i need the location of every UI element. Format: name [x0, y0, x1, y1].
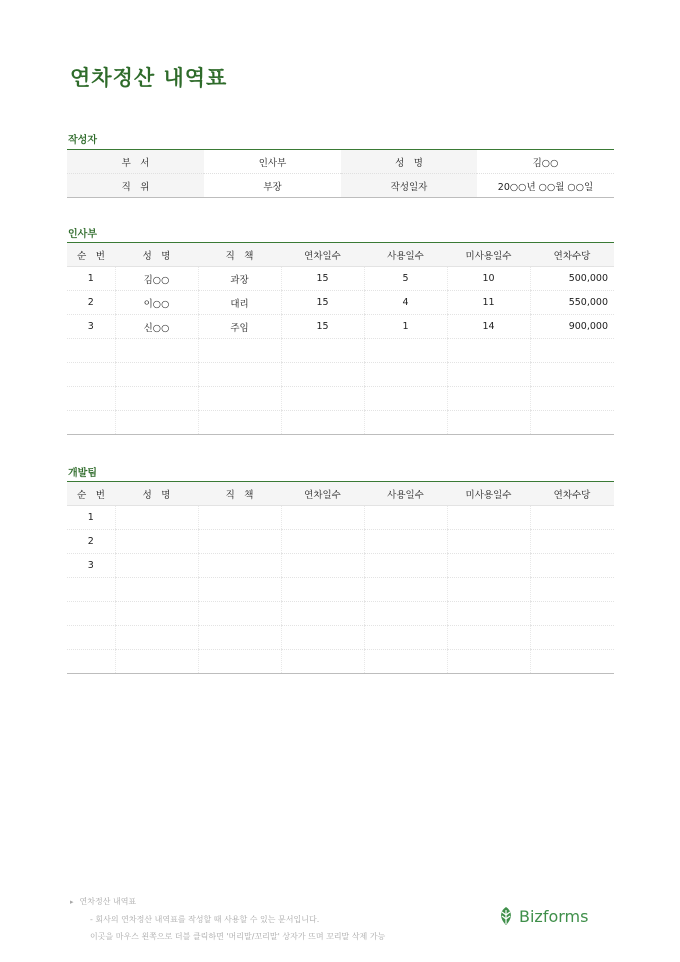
page-title: 연차정산 내역표 [70, 66, 228, 90]
table-cell[interactable] [198, 650, 281, 674]
table-cell[interactable] [530, 602, 614, 626]
table-cell[interactable] [67, 626, 115, 650]
table-cell[interactable] [198, 387, 281, 411]
table-cell[interactable] [364, 411, 447, 435]
table-cell[interactable] [115, 530, 198, 554]
table-cell[interactable] [115, 554, 198, 578]
table-cell[interactable]: 김○○ [115, 267, 198, 291]
column-header: 미사용일수 [447, 482, 530, 506]
table-cell[interactable] [198, 506, 281, 530]
table-header-row [67, 482, 614, 506]
table-cell[interactable] [364, 506, 447, 530]
column-header: 연차일수 [281, 482, 364, 506]
table-row [67, 530, 614, 554]
hr-table [67, 242, 614, 435]
table-cell[interactable]: 1 [67, 506, 115, 530]
column-header: 미사용일수 [447, 243, 530, 267]
table-cell[interactable]: 2 [67, 530, 115, 554]
table-cell[interactable] [364, 602, 447, 626]
table-cell[interactable]: 900,000 [530, 315, 614, 339]
table-cell[interactable]: 주임 [198, 315, 281, 339]
table-row [67, 650, 614, 674]
table-row [67, 578, 614, 602]
table-cell[interactable] [115, 339, 198, 363]
table-cell[interactable] [447, 363, 530, 387]
table-cell[interactable]: 1 [364, 315, 447, 339]
name-label: 성 명 [341, 150, 477, 174]
column-header: 연차일수 [281, 243, 364, 267]
table-cell[interactable] [530, 650, 614, 674]
table-cell[interactable] [364, 578, 447, 602]
table-cell[interactable]: 15 [281, 267, 364, 291]
dev-section-label: 개발팀 [68, 468, 97, 479]
table-cell[interactable] [198, 530, 281, 554]
triangle-bullet-icon: ▸ [70, 898, 74, 906]
table-cell[interactable] [530, 554, 614, 578]
position-label: 직 위 [67, 174, 204, 198]
table-cell[interactable] [447, 506, 530, 530]
table-cell[interactable] [447, 626, 530, 650]
table-cell[interactable] [115, 387, 198, 411]
table-cell[interactable] [530, 363, 614, 387]
table-cell[interactable] [115, 626, 198, 650]
brand-name: Bizforms [519, 906, 589, 926]
table-cell[interactable] [447, 602, 530, 626]
column-header: 사용일수 [364, 243, 447, 267]
table-row [67, 315, 614, 339]
column-header: 성 명 [115, 243, 198, 267]
table-cell[interactable] [198, 602, 281, 626]
table-cell[interactable] [281, 626, 364, 650]
table-row [67, 387, 614, 411]
table-cell[interactable] [115, 411, 198, 435]
table-cell[interactable] [447, 650, 530, 674]
table-cell[interactable] [67, 387, 115, 411]
table-cell[interactable] [530, 506, 614, 530]
table-cell[interactable] [281, 411, 364, 435]
table-row [67, 363, 614, 387]
table-cell[interactable]: 4 [364, 291, 447, 315]
table-cell[interactable]: 10 [447, 267, 530, 291]
table-cell[interactable] [198, 363, 281, 387]
table-cell[interactable]: 500,000 [530, 267, 614, 291]
table-cell[interactable] [115, 506, 198, 530]
table-cell[interactable]: 3 [67, 554, 115, 578]
date-label: 작성일자 [341, 174, 477, 198]
table-cell[interactable] [530, 387, 614, 411]
table-row [67, 267, 614, 291]
table-cell[interactable] [198, 626, 281, 650]
footer-instruction: 이곳을 마우스 왼쪽으로 더블 클릭하면 '머리말/꼬리말' 상자가 뜨며 꼬리말 삭제 가능 [90, 932, 386, 941]
table-cell[interactable] [447, 578, 530, 602]
table-cell[interactable] [530, 530, 614, 554]
table-cell[interactable] [67, 650, 115, 674]
table-cell[interactable] [364, 339, 447, 363]
table-cell[interactable] [281, 554, 364, 578]
column-header: 순 번 [67, 243, 115, 267]
table-cell[interactable] [364, 626, 447, 650]
table-cell[interactable]: 15 [281, 291, 364, 315]
column-header: 연차수당 [530, 482, 614, 506]
name-value[interactable]: 김○○ [477, 150, 614, 174]
table-cell[interactable] [115, 363, 198, 387]
table-cell[interactable] [281, 363, 364, 387]
table-cell[interactable]: 1 [67, 267, 115, 291]
table-cell[interactable] [364, 554, 447, 578]
table-cell[interactable] [364, 387, 447, 411]
footer-heading: 연차정산 내역표 [79, 897, 137, 906]
table-cell[interactable]: 3 [67, 315, 115, 339]
table-header-row [67, 243, 614, 267]
brand-logo [497, 906, 588, 926]
table-cell[interactable]: 대리 [198, 291, 281, 315]
table-cell[interactable] [198, 339, 281, 363]
table-row [67, 174, 614, 198]
table-cell[interactable] [447, 339, 530, 363]
table-cell[interactable] [281, 506, 364, 530]
position-value[interactable]: 부장 [204, 174, 341, 198]
department-value[interactable]: 인사부 [204, 150, 341, 174]
table-cell[interactable]: 550,000 [530, 291, 614, 315]
table-cell[interactable] [281, 387, 364, 411]
table-cell[interactable] [281, 530, 364, 554]
table-row [67, 506, 614, 530]
table-row [67, 150, 614, 174]
table-cell[interactable] [281, 578, 364, 602]
leaf-icon [497, 906, 515, 926]
hr-section-label: 인사부 [68, 229, 97, 240]
table-cell[interactable] [530, 339, 614, 363]
table-cell[interactable] [67, 411, 115, 435]
footer-description: - 회사의 연차정산 내역표를 작성할 때 사용할 수 있는 문서입니다. [90, 915, 320, 924]
table-cell[interactable] [281, 602, 364, 626]
table-row [67, 626, 614, 650]
writer-info-table [67, 149, 614, 198]
table-cell[interactable] [530, 626, 614, 650]
table-cell[interactable] [447, 530, 530, 554]
table-cell[interactable] [364, 650, 447, 674]
table-cell[interactable]: 2 [67, 291, 115, 315]
table-cell[interactable] [530, 411, 614, 435]
table-row [67, 554, 614, 578]
table-cell[interactable] [530, 578, 614, 602]
department-label: 부 서 [67, 150, 204, 174]
table-row [67, 602, 614, 626]
table-cell[interactable] [281, 339, 364, 363]
table-cell[interactable] [281, 650, 364, 674]
table-cell[interactable] [115, 602, 198, 626]
footer-heading-line [70, 893, 385, 911]
table-cell[interactable] [447, 387, 530, 411]
table-cell[interactable] [67, 578, 115, 602]
column-header: 성 명 [115, 482, 198, 506]
table-cell[interactable]: 11 [447, 291, 530, 315]
table-cell[interactable] [198, 411, 281, 435]
table-row [67, 291, 614, 315]
table-row [67, 339, 614, 363]
dev-table [67, 481, 614, 674]
table-cell[interactable] [115, 650, 198, 674]
table-cell[interactable]: 신○○ [115, 315, 198, 339]
table-cell[interactable]: 5 [364, 267, 447, 291]
table-cell[interactable] [364, 363, 447, 387]
table-cell[interactable]: 이○○ [115, 291, 198, 315]
column-header: 직 책 [198, 243, 281, 267]
table-cell[interactable]: 15 [281, 315, 364, 339]
table-cell[interactable]: 과장 [198, 267, 281, 291]
table-cell[interactable] [364, 530, 447, 554]
table-cell[interactable] [67, 602, 115, 626]
table-cell[interactable] [67, 363, 115, 387]
table-row [67, 411, 614, 435]
page-footer[interactable] [70, 893, 385, 945]
column-header: 사용일수 [364, 482, 447, 506]
table-cell[interactable]: 14 [447, 315, 530, 339]
column-header: 순 번 [67, 482, 115, 506]
column-header: 연차수당 [530, 243, 614, 267]
writer-section-label: 작성자 [68, 135, 97, 146]
table-cell[interactable] [447, 554, 530, 578]
table-cell[interactable] [198, 554, 281, 578]
table-cell[interactable] [115, 578, 198, 602]
date-value[interactable]: 20○○년 ○○월 ○○일 [477, 174, 614, 198]
table-cell[interactable] [447, 411, 530, 435]
column-header: 직 책 [198, 482, 281, 506]
table-cell[interactable] [67, 339, 115, 363]
table-cell[interactable] [198, 578, 281, 602]
